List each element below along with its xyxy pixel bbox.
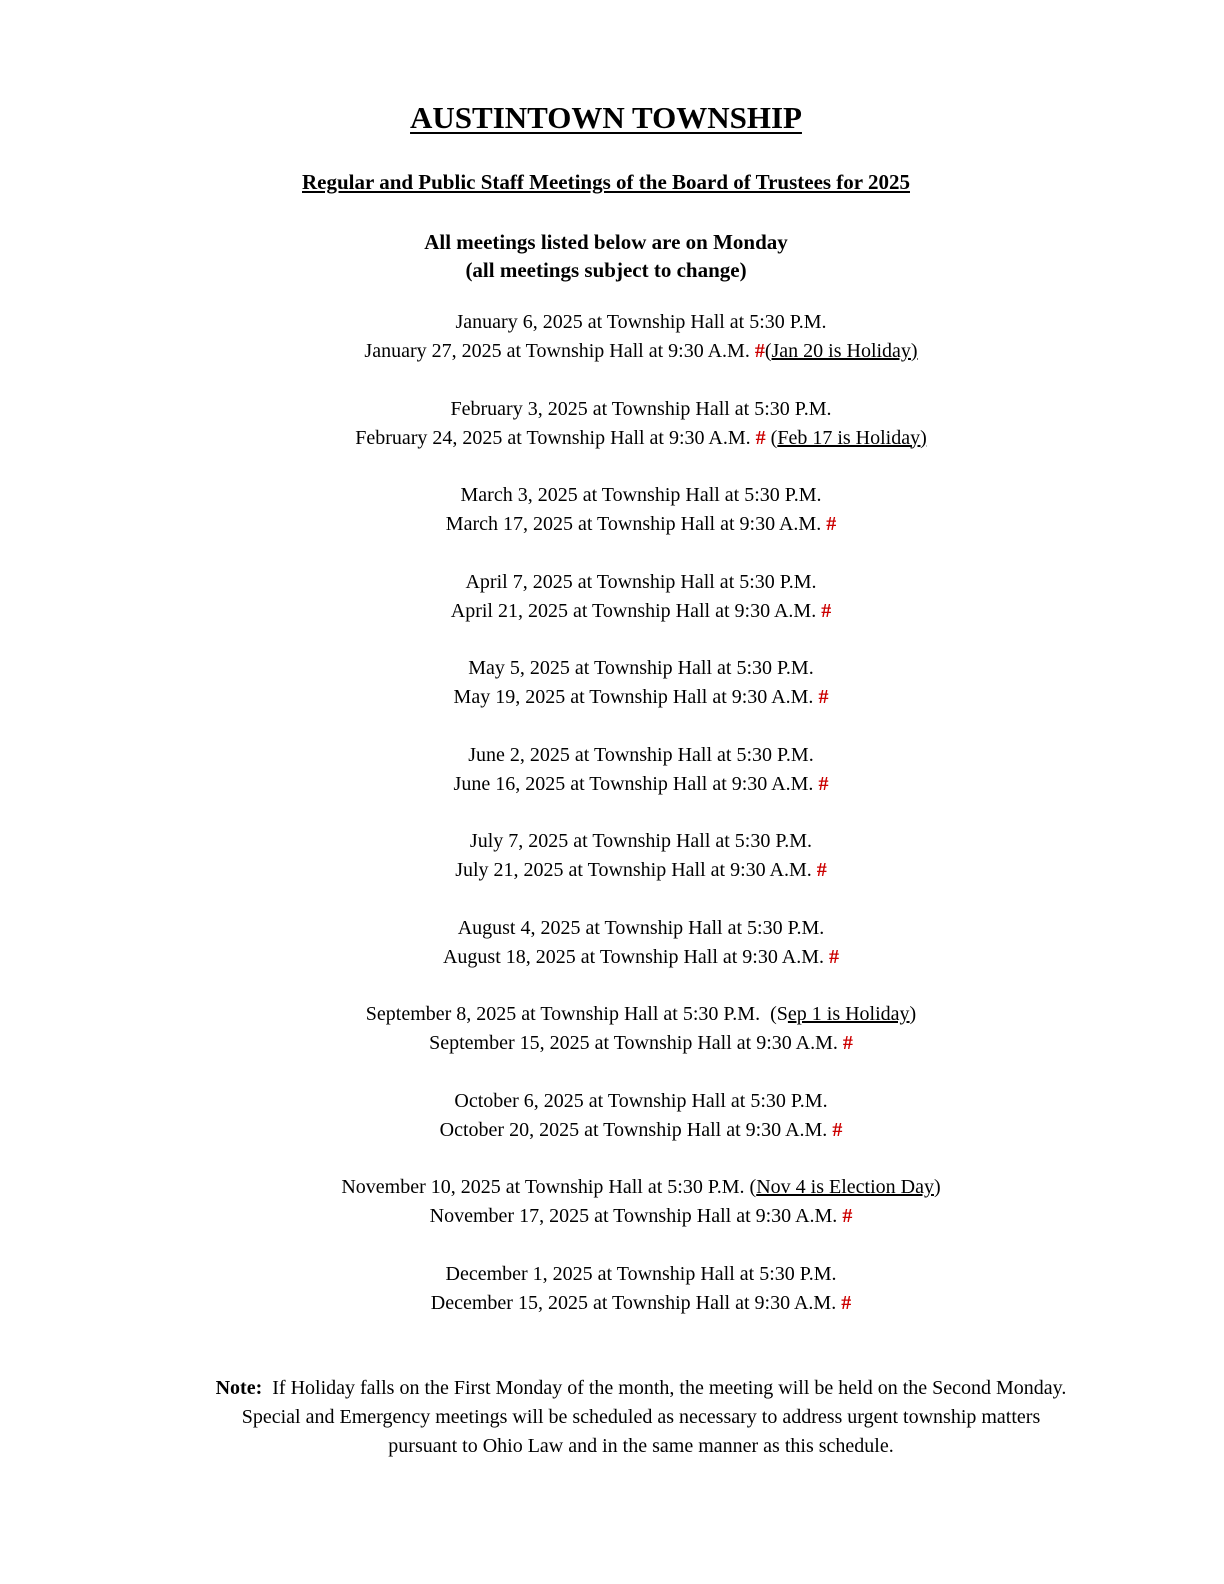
staff-meeting-marker: # xyxy=(842,1205,853,1227)
meeting-text: March 3, 2025 at Township Hall at 5:30 P.M. xyxy=(460,484,822,506)
note-label: Note: xyxy=(215,1377,263,1399)
staff-meeting-marker: # xyxy=(754,340,765,362)
holiday-note: Feb 17 is Holiday) xyxy=(777,426,927,449)
meeting-text: August 18, 2025 at Township Hall at 9:30 A.M. xyxy=(442,945,824,968)
evening-meeting xyxy=(0,308,1224,337)
staff-meeting-marker: # xyxy=(755,426,766,449)
holiday-note: Nov 4 is Election Day xyxy=(756,1176,934,1198)
meeting-text: March 17, 2025 at Township Hall at 9:30 A.M. xyxy=(445,513,822,535)
intro-block xyxy=(0,228,1212,284)
page-subtitle: Regular and Public Staff Meetings of the Board of Trustees for 2025 xyxy=(302,170,910,194)
morning-meeting xyxy=(0,1202,1224,1231)
morning-meeting xyxy=(0,510,1224,539)
month-group xyxy=(0,568,1224,626)
meeting-text: May 19, 2025 at Township Hall at 9:30 A.M. xyxy=(453,686,814,708)
staff-meeting-marker: # xyxy=(826,513,837,535)
morning-meeting xyxy=(0,1029,1224,1058)
meeting-text: May 5, 2025 at Township Hall at 5:30 P.M. xyxy=(468,657,814,679)
meeting-text: April 7, 2025 at Township Hall at 5:30 P.M. xyxy=(465,570,817,593)
meeting-text: September 8, 2025 at Township Hall at 5:30 P.M. xyxy=(365,1003,761,1025)
month-group xyxy=(0,654,1224,712)
meeting-text: February 24, 2025 at Township Hall at 9:30 A.M. xyxy=(355,426,751,449)
holiday-note-prefix: (S xyxy=(760,1003,788,1025)
holiday-note: ep 1 is Holiday xyxy=(787,1003,910,1025)
month-group xyxy=(0,1173,1224,1231)
meeting-text: January 6, 2025 at Township Hall at 5:30 P.M. xyxy=(455,311,827,333)
meeting-text: October 6, 2025 at Township Hall at 5:30 P.M. xyxy=(454,1089,828,1112)
meeting-schedule xyxy=(0,308,1224,1346)
meeting-text: June 16, 2025 at Township Hall at 9:30 A.M. xyxy=(453,772,814,795)
meeting-text: February 3, 2025 at Township Hall at 5:30 P.M. xyxy=(450,397,832,420)
morning-meeting xyxy=(0,597,1224,626)
staff-meeting-marker: # xyxy=(818,686,829,708)
morning-meeting xyxy=(0,943,1224,972)
evening-meeting xyxy=(0,568,1224,597)
month-group xyxy=(0,395,1224,453)
morning-meeting xyxy=(0,1116,1224,1145)
evening-meeting xyxy=(0,827,1224,856)
evening-meeting xyxy=(0,654,1224,683)
morning-meeting xyxy=(0,1289,1224,1318)
note-text: If Holiday falls on the First Monday of the month, the meeting will be held on the Second Monday. xyxy=(272,1377,1067,1399)
holiday-note-suffix: ) xyxy=(933,1176,941,1198)
meeting-text: December 15, 2025 at Township Hall at 9:30 A.M. xyxy=(430,1291,837,1314)
evening-meeting xyxy=(0,1260,1224,1289)
month-group xyxy=(0,741,1224,799)
month-group xyxy=(0,827,1224,885)
page-title: AUSTINTOWN TOWNSHIP xyxy=(410,100,802,135)
evening-meeting xyxy=(0,1173,1224,1202)
month-group xyxy=(0,308,1224,366)
holiday-note-prefix: ( xyxy=(764,340,772,362)
intro-line-1: All meetings listed below are on Monday xyxy=(424,230,788,254)
meeting-text: November 10, 2025 at Township Hall at 5:30 P.M. xyxy=(341,1176,745,1198)
meeting-text: October 20, 2025 at Township Hall at 9:30 A.M. xyxy=(439,1118,828,1141)
holiday-note-prefix: ( xyxy=(744,1176,757,1198)
evening-meeting xyxy=(0,741,1224,770)
month-group xyxy=(0,1260,1224,1318)
month-group xyxy=(0,1000,1224,1058)
holiday-note-prefix: ( xyxy=(765,426,778,449)
morning-meeting xyxy=(0,337,1224,366)
month-group xyxy=(0,1087,1224,1145)
evening-meeting xyxy=(0,1087,1224,1116)
special-meetings-text: Special and Emergency meetings will be scheduled as necessary to address urgent township matters pursuant to Ohio Law and in the same manner as this schedule. xyxy=(241,1406,1041,1457)
staff-meeting-marker: # xyxy=(816,859,827,881)
morning-meeting xyxy=(0,770,1224,799)
meeting-text: June 2, 2025 at Township Hall at 5:30 P.M. xyxy=(468,743,814,766)
morning-meeting xyxy=(0,683,1224,712)
meeting-text: August 4, 2025 at Township Hall at 5:30 P.M. xyxy=(457,916,825,939)
meeting-text: July 7, 2025 at Township Hall at 5:30 P.M. xyxy=(469,830,813,852)
holiday-rule xyxy=(210,1374,1072,1403)
staff-meeting-marker: # xyxy=(829,945,839,968)
staff-meeting-marker: # xyxy=(821,599,832,622)
intro-line-2: (all meetings subject to change) xyxy=(465,258,747,282)
evening-meeting xyxy=(0,1000,1224,1029)
holiday-note-suffix: ) xyxy=(909,1003,917,1025)
meeting-text: January 27, 2025 at Township Hall at 9:30 A.M. xyxy=(364,340,750,362)
month-group xyxy=(0,914,1224,972)
meeting-text: July 21, 2025 at Township Hall at 9:30 A.M. xyxy=(455,859,812,881)
morning-meeting xyxy=(0,856,1224,885)
meeting-text: April 21, 2025 at Township Hall at 9:30 A.M. xyxy=(450,599,817,622)
staff-meeting-marker: # xyxy=(832,1118,843,1141)
meeting-text: December 1, 2025 at Township Hall at 5:30 P.M. xyxy=(445,1262,837,1285)
evening-meeting xyxy=(0,914,1224,943)
meeting-text: November 17, 2025 at Township Hall at 9:30 A.M. xyxy=(429,1205,838,1227)
staff-meeting-marker: # xyxy=(841,1291,852,1314)
meeting-text: September 15, 2025 at Township Hall at 9:30 A.M. xyxy=(429,1032,838,1054)
morning-meeting xyxy=(0,424,1224,453)
staff-meeting-marker: # xyxy=(842,1032,853,1054)
footer-note xyxy=(210,1374,1072,1461)
holiday-note: Jan 20 is Holiday) xyxy=(771,340,918,362)
month-group xyxy=(0,481,1224,539)
evening-meeting xyxy=(0,481,1224,510)
staff-meeting-marker: # xyxy=(818,772,829,795)
evening-meeting xyxy=(0,395,1224,424)
